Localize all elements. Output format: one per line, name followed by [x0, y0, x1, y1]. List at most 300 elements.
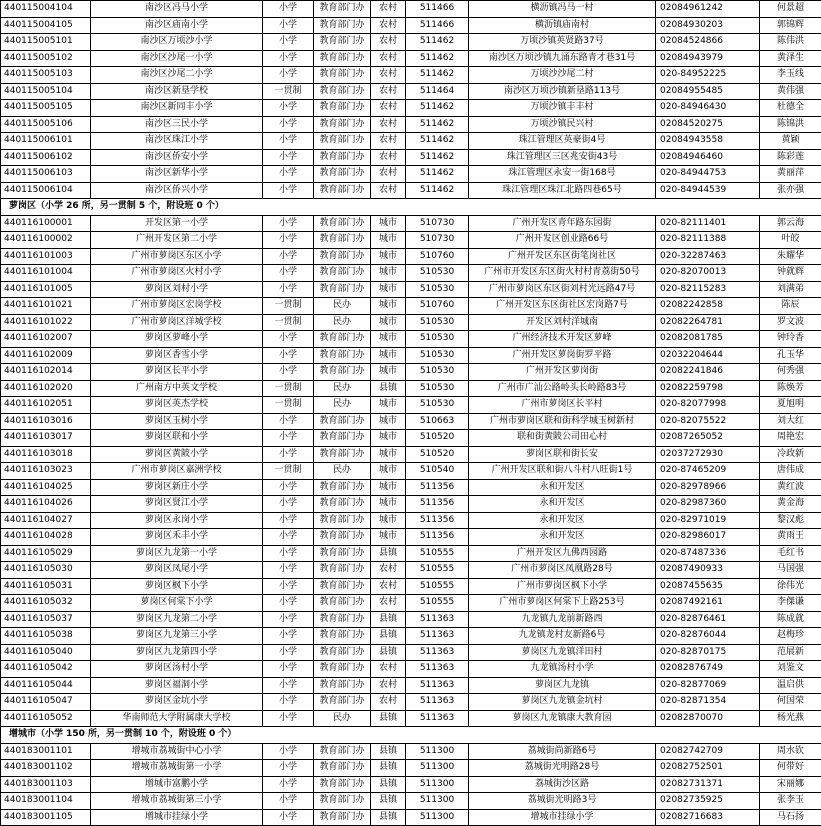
table-row: [1, 331, 821, 348]
school-code-cell: 440115005106: [1, 116, 91, 133]
address-cell: 万顷沙镇丰丰村: [469, 100, 656, 117]
phone-cell: 020-87465209: [656, 463, 760, 480]
contact-person-cell: 陈彩莲: [760, 149, 821, 166]
postcode-cell: 510530: [406, 380, 469, 397]
school-level-cell: 小学: [263, 760, 314, 777]
organizer-cell: 民办: [314, 463, 371, 480]
table-row: [1, 397, 821, 414]
phone-cell: 02082716683: [656, 809, 760, 826]
area-type-cell: 城市: [371, 314, 406, 331]
address-cell: 荔城街光明路3号: [469, 793, 656, 810]
phone-cell: 020-82871354: [656, 694, 760, 711]
table-row: [1, 661, 821, 678]
school-name-cell: 萝岗区福洞小学: [91, 677, 263, 694]
school-name-cell: 萝岗区新庄小学: [91, 479, 263, 496]
address-cell: 南沙区万顷沙镇九涌东路青才巷31号: [469, 50, 656, 67]
area-type-cell: 农村: [371, 17, 406, 34]
postcode-cell: 511363: [406, 661, 469, 678]
school-level-cell: 小学: [263, 347, 314, 364]
contact-person-cell: 陈焕芳: [760, 380, 821, 397]
school-code-cell: 440115005105: [1, 100, 91, 117]
area-type-cell: 城市: [371, 281, 406, 298]
school-name-cell: 萝岗区长平小学: [91, 364, 263, 381]
school-name-cell: 广州市萝岗区洋城学校: [91, 314, 263, 331]
area-type-cell: 县镇: [371, 644, 406, 661]
postcode-cell: 511363: [406, 611, 469, 628]
postcode-cell: 510530: [406, 281, 469, 298]
school-code-cell: 440116102014: [1, 364, 91, 381]
organizer-cell: 民办: [314, 380, 371, 397]
table-row: [1, 298, 821, 315]
address-cell: 荔城街沙区路: [469, 776, 656, 793]
area-type-cell: 城市: [371, 331, 406, 348]
organizer-cell: 教育部门办: [314, 1, 371, 18]
postcode-cell: 511363: [406, 677, 469, 694]
phone-cell: 02084961242: [656, 1, 760, 18]
school-name-cell: 萝岗区刘村小学: [91, 281, 263, 298]
organizer-cell: 教育部门办: [314, 496, 371, 513]
school-level-cell: 小学: [263, 430, 314, 447]
phone-cell: 02087455635: [656, 578, 760, 595]
organizer-cell: 教育部门办: [314, 776, 371, 793]
organizer-cell: 教育部门办: [314, 149, 371, 166]
contact-person-cell: 陈伟洪: [760, 34, 821, 51]
school-code-cell: 440115005102: [1, 50, 91, 67]
table-row: [1, 215, 821, 232]
postcode-cell: 511466: [406, 1, 469, 18]
address-cell: 广州开发区九佛西园路: [469, 545, 656, 562]
organizer-cell: 教育部门办: [314, 595, 371, 612]
address-cell: 广州市萝岗区枫下小学: [469, 578, 656, 595]
contact-person-cell: 黄金海: [760, 496, 821, 513]
school-level-cell: 小学: [263, 595, 314, 612]
phone-cell: 020-82111388: [656, 232, 760, 249]
contact-person-cell: 陈成就: [760, 611, 821, 628]
school-code-cell: 440116105044: [1, 677, 91, 694]
table-row: [1, 430, 821, 447]
school-name-cell: 萝岗区永岗小学: [91, 512, 263, 529]
area-type-cell: 城市: [371, 248, 406, 265]
table-row: [1, 578, 821, 595]
address-cell: 荔城街光明路28号: [469, 760, 656, 777]
postcode-cell: 510530: [406, 331, 469, 348]
organizer-cell: 教育部门办: [314, 281, 371, 298]
phone-cell: 02082752501: [656, 760, 760, 777]
school-name-cell: 萝岗区九龙第四小学: [91, 644, 263, 661]
school-code-cell: 440116105037: [1, 611, 91, 628]
address-cell: 广州开发区东区街笔岗社区: [469, 248, 656, 265]
postcode-cell: 510760: [406, 298, 469, 315]
phone-cell: 020-82075522: [656, 413, 760, 430]
school-code-cell: 440116105042: [1, 661, 91, 678]
school-level-cell: 小学: [263, 413, 314, 430]
area-type-cell: 城市: [371, 265, 406, 282]
school-name-cell: 萝岗区何棠下小学: [91, 595, 263, 612]
school-code-cell: 440116104025: [1, 479, 91, 496]
school-code-cell: 440116105031: [1, 578, 91, 595]
school-name-cell: 广州市萝岗区东区小学: [91, 248, 263, 265]
school-code-cell: 440116103017: [1, 430, 91, 447]
table-row: [1, 133, 821, 150]
postcode-cell: 510760: [406, 248, 469, 265]
contact-person-cell: 何国荣: [760, 694, 821, 711]
school-level-cell: 小学: [263, 661, 314, 678]
school-code-cell: 440116105030: [1, 562, 91, 579]
address-cell: 九龙镇龙村友新路6号: [469, 628, 656, 645]
school-name-cell: 萝岗区香雪小学: [91, 347, 263, 364]
table-row: [1, 67, 821, 84]
district-section-header: [1, 727, 821, 744]
postcode-cell: 511462: [406, 34, 469, 51]
postcode-cell: 511462: [406, 149, 469, 166]
school-name-cell: 开发区第一小学: [91, 215, 263, 232]
school-name-cell: 萝岗区九龙第三小学: [91, 628, 263, 645]
organizer-cell: 民办: [314, 710, 371, 727]
area-type-cell: 城市: [371, 446, 406, 463]
postcode-cell: 510530: [406, 364, 469, 381]
school-name-cell: 萝岗区凤尾小学: [91, 562, 263, 579]
organizer-cell: 教育部门办: [314, 347, 371, 364]
school-level-cell: 小学: [263, 116, 314, 133]
area-type-cell: 农村: [371, 578, 406, 595]
address-cell: 九龙镇汤村小学: [469, 661, 656, 678]
organizer-cell: 教育部门办: [314, 17, 371, 34]
school-level-cell: 小学: [263, 34, 314, 51]
table-row: [1, 34, 821, 51]
contact-person-cell: 周水钦: [760, 743, 821, 760]
table-row: [1, 364, 821, 381]
area-type-cell: 农村: [371, 661, 406, 678]
phone-cell: 020-82978966: [656, 479, 760, 496]
address-cell: 广州开发区联和街八斗村八旺街1号: [469, 463, 656, 480]
school-code-cell: 440116105040: [1, 644, 91, 661]
contact-person-cell: 何景超: [760, 1, 821, 18]
phone-cell: 020-82877069: [656, 677, 760, 694]
area-type-cell: 城市: [371, 215, 406, 232]
table-row: [1, 512, 821, 529]
contact-person-cell: 宋丽娜: [760, 776, 821, 793]
phone-cell: 02082259798: [656, 380, 760, 397]
table-row: [1, 1, 821, 18]
address-cell: 永和开发区: [469, 529, 656, 546]
area-type-cell: 农村: [371, 595, 406, 612]
organizer-cell: 教育部门办: [314, 50, 371, 67]
organizer-cell: 民办: [314, 314, 371, 331]
contact-person-cell: 夏旭明: [760, 397, 821, 414]
school-code-cell: 440116105038: [1, 628, 91, 645]
contact-person-cell: 钟玲香: [760, 331, 821, 348]
school-level-cell: 小学: [263, 364, 314, 381]
phone-cell: 02084943558: [656, 133, 760, 150]
address-cell: 横沥镇冯马一村: [469, 1, 656, 18]
school-name-cell: 增城市富鹏小学: [91, 776, 263, 793]
school-level-cell: 小学: [263, 694, 314, 711]
table-row: [1, 710, 821, 727]
contact-person-cell: 张李玉: [760, 793, 821, 810]
table-row: [1, 281, 821, 298]
school-level-cell: 小学: [263, 133, 314, 150]
area-type-cell: 城市: [371, 479, 406, 496]
phone-cell: 020-82986017: [656, 529, 760, 546]
table-row: [1, 545, 821, 562]
address-cell: 广州市广汕公路岭头长岭路83号: [469, 380, 656, 397]
contact-person-cell: 郭云海: [760, 215, 821, 232]
table-row: [1, 314, 821, 331]
phone-cell: 02082731371: [656, 776, 760, 793]
table-row: [1, 595, 821, 612]
school-name-cell: 广州市萝岗区嘉洲学校: [91, 463, 263, 480]
address-cell: 广州市开发区东区街火村村青荔街50号: [469, 265, 656, 282]
area-type-cell: 农村: [371, 116, 406, 133]
phone-cell: 02082870070: [656, 710, 760, 727]
school-code-cell: 440115006103: [1, 166, 91, 183]
address-cell: 广州经济技术开发区萝峰: [469, 331, 656, 348]
area-type-cell: 农村: [371, 50, 406, 67]
organizer-cell: 教育部门办: [314, 166, 371, 183]
school-level-cell: 小学: [263, 809, 314, 826]
organizer-cell: 教育部门办: [314, 446, 371, 463]
phone-cell: 020-82077998: [656, 397, 760, 414]
phone-cell: 020-84944539: [656, 182, 760, 199]
contact-person-cell: 马石扬: [760, 809, 821, 826]
school-level-cell: 小学: [263, 281, 314, 298]
area-type-cell: 农村: [371, 149, 406, 166]
address-cell: 开发区刘村洋城南: [469, 314, 656, 331]
address-cell: 荔城街尚新路6号: [469, 743, 656, 760]
contact-person-cell: 何秀强: [760, 364, 821, 381]
district-summary-text: 萝岗区（小学 26 所，另一贯制 5 个，附设班 0 个）: [1, 199, 821, 216]
school-level-cell: 小学: [263, 265, 314, 282]
phone-cell: 020-87487336: [656, 545, 760, 562]
table-row: [1, 793, 821, 810]
phone-cell: 02084930203: [656, 17, 760, 34]
area-type-cell: 县镇: [371, 760, 406, 777]
school-code-cell: 440183001101: [1, 743, 91, 760]
organizer-cell: 教育部门办: [314, 529, 371, 546]
area-type-cell: 县镇: [371, 611, 406, 628]
table-row: [1, 496, 821, 513]
address-cell: 永和开发区: [469, 479, 656, 496]
address-cell: 广州市萝岗区东区街刘村光远路47号: [469, 281, 656, 298]
organizer-cell: 民办: [314, 397, 371, 414]
table-row: [1, 50, 821, 67]
contact-person-cell: 黄雨王: [760, 529, 821, 546]
table-row: [1, 83, 821, 100]
postcode-cell: 511300: [406, 760, 469, 777]
school-code-cell: 440115005104: [1, 83, 91, 100]
table-row: [1, 743, 821, 760]
school-code-cell: 440115006104: [1, 182, 91, 199]
phone-cell: 020-82876044: [656, 628, 760, 645]
postcode-cell: 511464: [406, 83, 469, 100]
table-row: [1, 479, 821, 496]
table-row: [1, 628, 821, 645]
postcode-cell: 510730: [406, 215, 469, 232]
area-type-cell: 县镇: [371, 710, 406, 727]
organizer-cell: 教育部门办: [314, 661, 371, 678]
table-row: [1, 413, 821, 430]
area-type-cell: 农村: [371, 133, 406, 150]
postcode-cell: 510530: [406, 314, 469, 331]
address-cell: 广州开发区萝岗街罗平路: [469, 347, 656, 364]
contact-person-cell: 毛红书: [760, 545, 821, 562]
phone-cell: 02087265052: [656, 430, 760, 447]
school-name-cell: 南沙区新华小学: [91, 166, 263, 183]
school-level-cell: 小学: [263, 562, 314, 579]
organizer-cell: 教育部门办: [314, 100, 371, 117]
postcode-cell: 511462: [406, 100, 469, 117]
school-code-cell: 440183001105: [1, 809, 91, 826]
area-type-cell: 农村: [371, 182, 406, 199]
school-name-cell: 萝岗区九龙第二小学: [91, 611, 263, 628]
phone-cell: 020-84952225: [656, 67, 760, 84]
table-row: [1, 265, 821, 282]
area-type-cell: 城市: [371, 413, 406, 430]
contact-person-cell: 李玉线: [760, 67, 821, 84]
school-code-cell: 440115006102: [1, 149, 91, 166]
area-type-cell: 县镇: [371, 776, 406, 793]
district-section-header: [1, 199, 821, 216]
address-cell: 永和开发区: [469, 496, 656, 513]
area-type-cell: 农村: [371, 677, 406, 694]
school-level-cell: 小学: [263, 331, 314, 348]
school-name-cell: 南沙区沙尾一小学: [91, 50, 263, 67]
area-type-cell: 农村: [371, 1, 406, 18]
school-name-cell: 南沙区万顷沙小学: [91, 34, 263, 51]
school-name-cell: 南沙区珠江小学: [91, 133, 263, 150]
postcode-cell: 511300: [406, 743, 469, 760]
organizer-cell: 教育部门办: [314, 512, 371, 529]
contact-person-cell: 马国强: [760, 562, 821, 579]
school-code-cell: 440115006101: [1, 133, 91, 150]
address-cell: 广州市萝岗区联和街科学城玉树新村: [469, 413, 656, 430]
table-row: [1, 116, 821, 133]
school-code-cell: 440116100002: [1, 232, 91, 249]
school-level-cell: 小学: [263, 215, 314, 232]
school-name-cell: 萝岗区贤江小学: [91, 496, 263, 513]
school-code-cell: 440116101021: [1, 298, 91, 315]
postcode-cell: 510520: [406, 446, 469, 463]
postcode-cell: 511356: [406, 479, 469, 496]
address-cell: 萝岗区九龙镇洋田村: [469, 644, 656, 661]
school-name-cell: 增城市荔城街第一小学: [91, 760, 263, 777]
phone-cell: 020-82070013: [656, 265, 760, 282]
table-row: [1, 347, 821, 364]
contact-person-cell: 黄丽萍: [760, 166, 821, 183]
phone-cell: 020-84946430: [656, 100, 760, 117]
school-level-cell: 小学: [263, 628, 314, 645]
school-code-cell: 440116102007: [1, 331, 91, 348]
area-type-cell: 城市: [371, 512, 406, 529]
school-level-cell: 小学: [263, 496, 314, 513]
postcode-cell: 511462: [406, 116, 469, 133]
phone-cell: 02087490933: [656, 562, 760, 579]
phone-cell: 020-82987360: [656, 496, 760, 513]
organizer-cell: 教育部门办: [314, 182, 371, 199]
school-name-cell: 华南师范大学附属康大学校: [91, 710, 263, 727]
phone-cell: 020-82870175: [656, 644, 760, 661]
address-cell: 横沥镇庙南村: [469, 17, 656, 34]
contact-person-cell: 黎汉彪: [760, 512, 821, 529]
school-level-cell: 小学: [263, 149, 314, 166]
organizer-cell: 教育部门办: [314, 578, 371, 595]
school-code-cell: 440116101004: [1, 265, 91, 282]
contact-person-cell: 刘满弟: [760, 281, 821, 298]
phone-cell: 02082735925: [656, 793, 760, 810]
school-level-cell: 小学: [263, 578, 314, 595]
school-code-cell: 440116102051: [1, 397, 91, 414]
address-cell: 永和开发区: [469, 512, 656, 529]
postcode-cell: 510530: [406, 347, 469, 364]
school-level-cell: 小学: [263, 545, 314, 562]
organizer-cell: 教育部门办: [314, 628, 371, 645]
school-code-cell: 440116105047: [1, 694, 91, 711]
organizer-cell: 教育部门办: [314, 743, 371, 760]
organizer-cell: 教育部门办: [314, 562, 371, 579]
postcode-cell: 511356: [406, 529, 469, 546]
contact-person-cell: 冷政新: [760, 446, 821, 463]
school-code-cell: 440116104027: [1, 512, 91, 529]
phone-cell: 02084520275: [656, 116, 760, 133]
phone-cell: 02037272930: [656, 446, 760, 463]
area-type-cell: 城市: [371, 529, 406, 546]
school-level-cell: 小学: [263, 793, 314, 810]
school-code-cell: 440116101003: [1, 248, 91, 265]
phone-cell: 020-82115283: [656, 281, 760, 298]
phone-cell: 020-82876461: [656, 611, 760, 628]
contact-person-cell: 孔玉华: [760, 347, 821, 364]
table-row: [1, 677, 821, 694]
postcode-cell: 510530: [406, 397, 469, 414]
phone-cell: 02084943979: [656, 50, 760, 67]
postcode-cell: 511356: [406, 496, 469, 513]
area-type-cell: 农村: [371, 166, 406, 183]
area-type-cell: 县镇: [371, 545, 406, 562]
address-cell: 萝岗区九龙镇: [469, 677, 656, 694]
school-level-cell: 一贯制: [263, 397, 314, 414]
address-cell: 萝岗区九龙镇金坑村: [469, 694, 656, 711]
contact-person-cell: 黄红波: [760, 479, 821, 496]
school-level-cell: 小学: [263, 166, 314, 183]
school-code-cell: 440116103023: [1, 463, 91, 480]
school-code-cell: 440183001102: [1, 760, 91, 777]
school-level-cell: 小学: [263, 182, 314, 199]
address-cell: 万顷沙镇民兴村: [469, 116, 656, 133]
phone-cell: 02084524866: [656, 34, 760, 51]
school-level-cell: 小学: [263, 67, 314, 84]
address-cell: 增城市挂绿小学: [469, 809, 656, 826]
table-row: [1, 182, 821, 199]
organizer-cell: 教育部门办: [314, 644, 371, 661]
address-cell: 广州市萝岗区凤凰路28号: [469, 562, 656, 579]
area-type-cell: 县镇: [371, 628, 406, 645]
school-code-cell: 440116102020: [1, 380, 91, 397]
school-name-cell: 广州市萝岗区宏岗学校: [91, 298, 263, 315]
postcode-cell: 511462: [406, 166, 469, 183]
contact-person-cell: 张亦强: [760, 182, 821, 199]
contact-person-cell: 黄伟强: [760, 83, 821, 100]
school-level-cell: 小学: [263, 232, 314, 249]
school-level-cell: 一贯制: [263, 298, 314, 315]
school-code-cell: 440116103016: [1, 413, 91, 430]
school-code-cell: 440115005101: [1, 34, 91, 51]
school-name-cell: 南沙区沙尾二小学: [91, 67, 263, 84]
table-row: [1, 760, 821, 777]
area-type-cell: 城市: [371, 397, 406, 414]
school-name-cell: 萝岗区黄陂小学: [91, 446, 263, 463]
phone-cell: 020-82971019: [656, 512, 760, 529]
area-type-cell: 城市: [371, 496, 406, 513]
